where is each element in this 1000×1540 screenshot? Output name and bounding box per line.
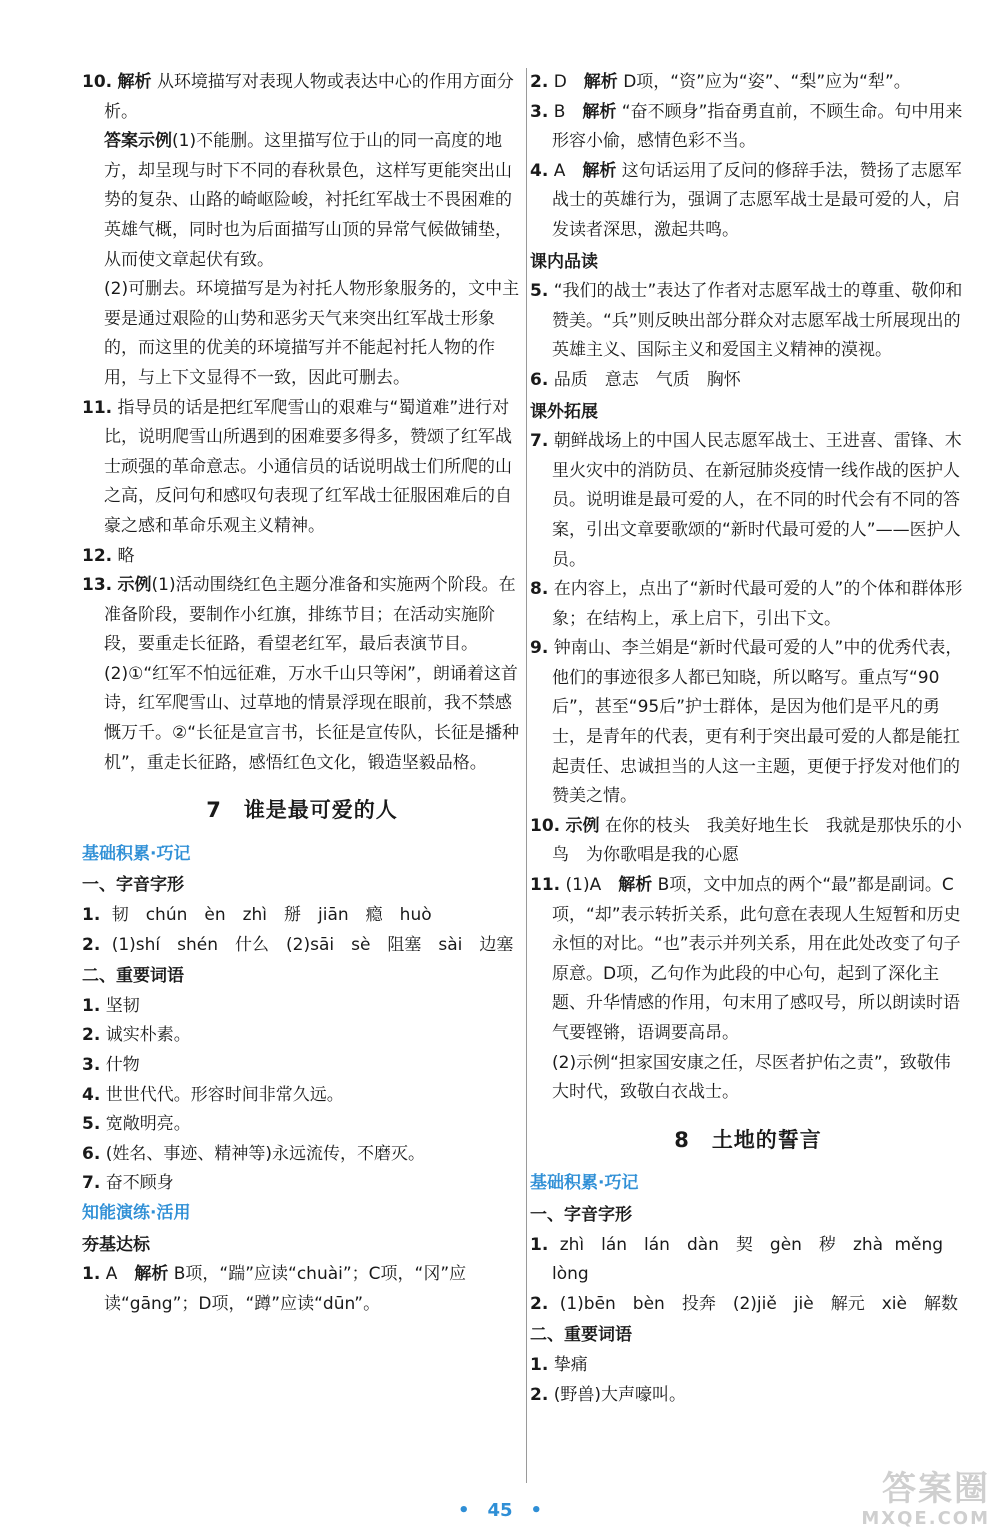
section-heading: 夯基达标 bbox=[82, 1234, 150, 1255]
watermark-url: MXQE.COM bbox=[861, 1508, 990, 1529]
item-number: 8. bbox=[530, 579, 549, 600]
list-item bbox=[82, 1140, 522, 1170]
answer-text-2: (2)可删去。环境描写是为衬托人物形象服务的，文中主要是通过艰险的山势和恶劣天气来突出红军战士形象的，而这里的优美的环境描写并不能起衬托人物的作用，与上下文显得不一致，因此可删去。 bbox=[104, 279, 520, 388]
list-item bbox=[82, 992, 522, 1022]
item-number: 6. bbox=[530, 369, 549, 390]
item-number: 3. bbox=[82, 1055, 101, 1075]
item-text: 诚实朴素。 bbox=[105, 1025, 191, 1046]
item-number: 1. bbox=[82, 1264, 101, 1285]
list-item bbox=[530, 68, 966, 98]
lesson-8-title bbox=[530, 1126, 966, 1156]
answer-choice: B bbox=[553, 101, 583, 122]
lesson-number: 7 bbox=[206, 798, 222, 823]
question-13 bbox=[82, 571, 522, 660]
item-number: 2. bbox=[530, 72, 549, 92]
section-heading: 一、字音字形 bbox=[82, 875, 184, 896]
list-item bbox=[530, 812, 966, 871]
item-number: 6. bbox=[82, 1143, 101, 1164]
list-item bbox=[530, 1381, 966, 1411]
question-13-part2: (2)①“红军不怕远征难，万水千山只等闲”，朗诵着这首诗，红军爬雪山、过草地的情景浮现在眼前，我不禁感慨万千。②“长征是宣言书，长征是宣传队，长征是播种机”，重走长征路，感悟红色文化，锻造坚毅品格。 bbox=[104, 663, 520, 773]
answer-example-label: 答案示例 bbox=[104, 131, 172, 152]
item-number: 1. bbox=[82, 995, 101, 1016]
item-number: 9. bbox=[530, 638, 549, 659]
item-number: 5. bbox=[530, 281, 549, 302]
item-text: 挚痛 bbox=[553, 1354, 588, 1375]
item-text: D项，“资”应为“姿”、“梨”应为“犁”。 bbox=[623, 72, 911, 92]
item-text: 朝鲜战场上的中国人民志愿军战士、王进喜、雷锋、木里火灾中的消防员、在新冠肺炎疫情一线作战的医护人员。说明谁是最可爱的人，在不同的时代会有不同的答案，引出文章要歌颂的“新时代最可爱的人”——医护人员。 bbox=[552, 431, 962, 570]
right-column bbox=[530, 68, 966, 1410]
item-number: 7. bbox=[82, 1173, 101, 1194]
answer-choice: D bbox=[553, 72, 584, 92]
item-text: 世世代代。形容时间非常久远。 bbox=[105, 1084, 344, 1105]
section-heading: 二、重要词语 bbox=[82, 966, 184, 987]
list-item bbox=[530, 427, 966, 575]
item-text: (1)shí shén 什么 (2)sāi sè 阻塞 sài 边塞 bbox=[111, 934, 514, 955]
list-item bbox=[82, 931, 522, 961]
answer-text: (2)示例“担家国安康之任，尽医者护佑之责”，致敬伟大时代，致敬白衣战士。 bbox=[552, 1052, 951, 1103]
question-text: 指导员的话是把红军爬雪山的艰难与“蜀道难”进行对比，说明爬雪山所遇到的困难要多得多，赞颂了红军战士顽强的革命意志。小通信员的话说明战士们所爬的山之高，反问句和感叹句表现了红军战士征服困难后的自豪之感和革命乐观主义精神。 bbox=[104, 397, 512, 536]
item-text: B项，文中加点的两个“最”都是副词。C项，“却”表示转折关系，此句意在表现人生短暂和历史永恒的对比。“也”表示并列关系，用在此处改变了句子原意。D项，乙句作为此段的中心句，起到了深化主题、升华情感的作用，句末用了感叹号，所以朗读时语气要铿锵，语调要高昂。 bbox=[552, 875, 961, 1043]
answer-choice: A bbox=[105, 1264, 135, 1285]
analysis-label: 解析 bbox=[117, 72, 152, 92]
item-text: (姓名、事迹、精神等)永远流传，不磨灭。 bbox=[105, 1143, 425, 1164]
question-number: 13. bbox=[82, 575, 113, 596]
item-text: 品质 意志 气质 胸怀 bbox=[553, 369, 741, 390]
question-11 bbox=[82, 394, 522, 542]
list-item bbox=[530, 1231, 966, 1290]
example-label: 示例 bbox=[565, 815, 600, 836]
item-text: (野兽)大声嚎叫。 bbox=[553, 1384, 686, 1405]
page-number: • 45 • bbox=[457, 1500, 543, 1521]
list-item bbox=[530, 1290, 966, 1320]
item-number: 2. bbox=[82, 1025, 101, 1046]
analysis-label: 解析 bbox=[582, 160, 617, 181]
item-text: 宽敞明亮。 bbox=[105, 1114, 191, 1135]
item-text: 这句话运用了反问的修辞手法，赞扬了志愿军战士的英雄行为，强调了志愿军战士是最可爱的人，启发读者深思，激起共鸣。 bbox=[552, 160, 962, 240]
item-text: B项，“踹”应读“chuài”；C项，“冈”应读“gāng”；D项，“蹲”应读“dūn”。 bbox=[104, 1264, 467, 1314]
list-item bbox=[82, 1260, 522, 1319]
list-item bbox=[530, 366, 966, 396]
list-item bbox=[530, 1351, 966, 1381]
list-item bbox=[82, 1021, 522, 1051]
item-text: “我们的战士”表达了作者对志愿军战士的尊重、敬仰和赞美。“兵”则反映出部分群众对志愿军战士所展现出的英雄主义、国际主义和爱国主义精神的漠视。 bbox=[552, 281, 963, 361]
lesson-title: 土地的誓言 bbox=[711, 1127, 822, 1152]
item-number: 2. bbox=[530, 1384, 549, 1405]
list-item bbox=[530, 634, 966, 812]
item-text: “奋不顾身”指奋勇直前，不顾生命。句中用来形容小偷，感情色彩不当。 bbox=[552, 101, 963, 152]
item-number: 7. bbox=[530, 431, 549, 452]
list-item bbox=[530, 575, 966, 634]
item-number: 10. bbox=[530, 815, 561, 836]
item-number: 1. bbox=[530, 1234, 549, 1255]
section-heading: 一、字音字形 bbox=[530, 1204, 632, 1225]
answer-text: (1)不能删。这里描写位于山的同一高度的地方，却呈现与时下不同的春秋景色，这样写更能突出山势的复杂、山路的崎岖险峻，衬托红军战士不畏困难的英雄气概，同时也为后面描写山顶的异常气候做铺垫，从而使文章起伏有致。 bbox=[104, 131, 512, 270]
item-text: 什物 bbox=[105, 1055, 140, 1075]
left-column bbox=[82, 68, 522, 1319]
answer-choice: (1)A bbox=[565, 875, 619, 896]
analysis-label: 解析 bbox=[583, 72, 618, 92]
analysis-label: 解析 bbox=[134, 1264, 169, 1285]
question-number: 12. bbox=[82, 545, 113, 566]
list-item bbox=[82, 1110, 522, 1140]
list-item bbox=[82, 1081, 522, 1111]
section-heading: 二、重要词语 bbox=[530, 1325, 632, 1346]
section-heading: 课内品读 bbox=[530, 251, 598, 272]
list-item bbox=[530, 871, 966, 1049]
item-number: 11. bbox=[530, 875, 561, 896]
section-heading: 课外拓展 bbox=[530, 401, 598, 422]
item-text: 韧 chún èn zhì 掰 jiān 瘾 huò bbox=[111, 905, 432, 926]
item-number: 1. bbox=[530, 1354, 549, 1375]
list-item bbox=[530, 277, 966, 366]
item-number: 4. bbox=[530, 160, 549, 181]
question-text: (1)活动围绕红色主题分准备和实施两个阶段。在准备阶段，要制作小红旗，排练节目；在活动实施阶段，要重走长征路，看望老红军，最后表演节目。 bbox=[104, 575, 516, 655]
item-text: 奋不顾身 bbox=[105, 1173, 174, 1194]
item-number: 3. bbox=[530, 101, 549, 122]
lesson-7-title bbox=[82, 796, 522, 826]
item-text: 在内容上，点出了“新时代最可爱的人”的个体和群体形象；在结构上，承上启下，引出下文。 bbox=[552, 579, 963, 629]
question-number: 10. bbox=[82, 72, 113, 92]
item-text: (1)bēn bèn 投奔 (2)jiě jiè 解元 xiè 解数 bbox=[559, 1293, 958, 1314]
answer-choice: A bbox=[553, 160, 583, 181]
lesson-number: 8 bbox=[674, 1127, 690, 1152]
analysis-label: 解析 bbox=[618, 875, 653, 896]
question-12 bbox=[82, 542, 522, 572]
question-text: 从环境描写对表现人物或表达中心的作用方面分析。 bbox=[104, 72, 514, 122]
list-item bbox=[82, 1169, 522, 1199]
item-text: 坚韧 bbox=[105, 995, 140, 1016]
item-number: 2. bbox=[82, 934, 101, 955]
item-text: 在你的枝头 我美好地生长 我就是那快乐的小鸟 为你歌唱是我的心愿 bbox=[552, 815, 962, 866]
section-banner: 基础积累·巧记 bbox=[530, 1173, 639, 1194]
watermark-logo-text: 答案圈 bbox=[882, 1469, 990, 1509]
question-text: 略 bbox=[117, 545, 135, 566]
list-item bbox=[530, 98, 966, 157]
example-label: 示例 bbox=[117, 575, 152, 596]
lesson-title: 谁是最可爱的人 bbox=[243, 798, 398, 823]
list-item bbox=[530, 157, 966, 246]
item-number: 2. bbox=[530, 1293, 549, 1314]
analysis-label: 解析 bbox=[582, 101, 617, 122]
list-item bbox=[82, 901, 522, 931]
section-banner: 知能演练·活用 bbox=[82, 1202, 191, 1223]
item-text: zhì lán lán dàn 契 gèn 秽 zhà měng lòng bbox=[552, 1234, 961, 1285]
item-number: 4. bbox=[82, 1084, 101, 1105]
item-number: 5. bbox=[82, 1114, 101, 1135]
column-divider bbox=[526, 68, 527, 1483]
question-10 bbox=[82, 68, 522, 127]
list-item bbox=[82, 1051, 522, 1081]
item-text: 钟南山、李兰娟是“新时代最可爱的人”中的优秀代表，他们的事迹很多人都已知晓，所以略写。重点写“90后”，甚至“95后”护士群体，是因为他们是平凡的勇士，是青年的代表，更有利于突出最可爱的人都是能扛起责任、忠诚担当的人这一主题，更便于抒发对他们的赞美之情。 bbox=[552, 638, 963, 807]
item-number: 1. bbox=[82, 905, 101, 926]
section-banner: 基础积累·巧记 bbox=[82, 843, 191, 864]
question-number: 11. bbox=[82, 397, 113, 418]
answer-example bbox=[82, 127, 522, 275]
watermark bbox=[800, 1470, 990, 1534]
